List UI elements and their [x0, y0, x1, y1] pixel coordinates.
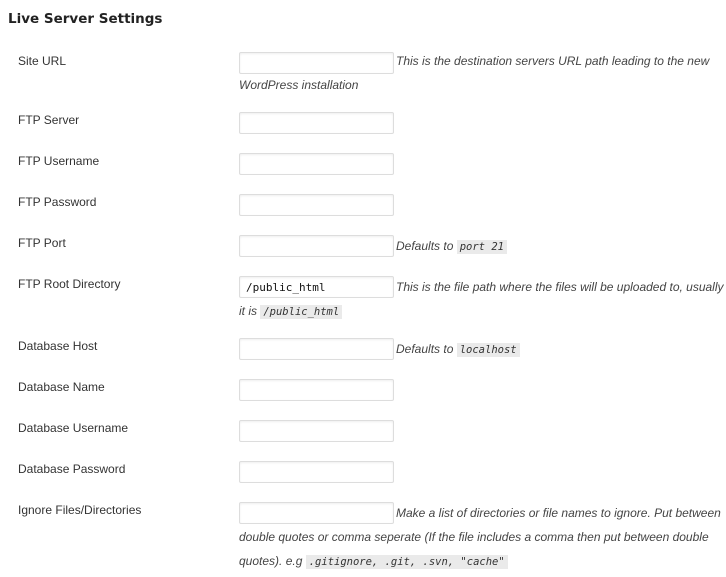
ftp-port-input[interactable] — [239, 235, 394, 257]
ftp-port-default-code: port 21 — [457, 240, 507, 254]
db-host-description-text: Defaults to — [396, 342, 454, 356]
ftp-password-label: FTP Password — [18, 195, 97, 209]
db-username-input[interactable] — [239, 420, 394, 442]
db-password-input[interactable] — [239, 461, 394, 483]
db-username-label: Database Username — [18, 421, 129, 435]
ftp-port-label: FTP Port — [18, 236, 66, 250]
db-name-label: Database Name — [18, 380, 105, 394]
ignore-files-example-code: .gitignore, .git, .svn, "cache" — [306, 555, 508, 569]
ftp-root-description-text: This is the file path where the files will be uploaded to, usually it is — [239, 280, 724, 318]
ftp-server-label: FTP Server — [18, 113, 80, 127]
site-url-description-text: This is the destination servers URL path leading to the new WordPress installation — [239, 54, 710, 92]
ftp-password-input[interactable] — [239, 194, 394, 216]
ftp-server-input[interactable] — [239, 112, 394, 134]
ignore-files-label: Ignore Files/Directories — [18, 503, 142, 517]
site-url-label: Site URL — [18, 54, 67, 68]
db-host-input[interactable] — [239, 338, 394, 360]
ignore-files-description-text: Make a list of directories or file names to ignore. Put between double quotes or comma seperate (If the file includes a comma then put between double quotes). e.g — [239, 506, 721, 568]
site-url-input[interactable] — [239, 52, 394, 74]
db-host-default-code: localhost — [457, 343, 520, 357]
ftp-root-default-code: /public_html — [260, 305, 342, 319]
ftp-port-description-text: Defaults to — [396, 239, 454, 253]
page-title: Live Server Settings — [8, 11, 163, 27]
db-name-input[interactable] — [239, 379, 394, 401]
ftp-root-label: FTP Root Directory — [18, 277, 121, 291]
db-host-label: Database Host — [18, 339, 98, 353]
ignore-files-input[interactable] — [239, 502, 394, 524]
ftp-username-input[interactable] — [239, 153, 394, 175]
ftp-username-label: FTP Username — [18, 154, 100, 168]
ftp-root-input[interactable] — [239, 276, 394, 298]
db-password-label: Database Password — [18, 462, 126, 476]
